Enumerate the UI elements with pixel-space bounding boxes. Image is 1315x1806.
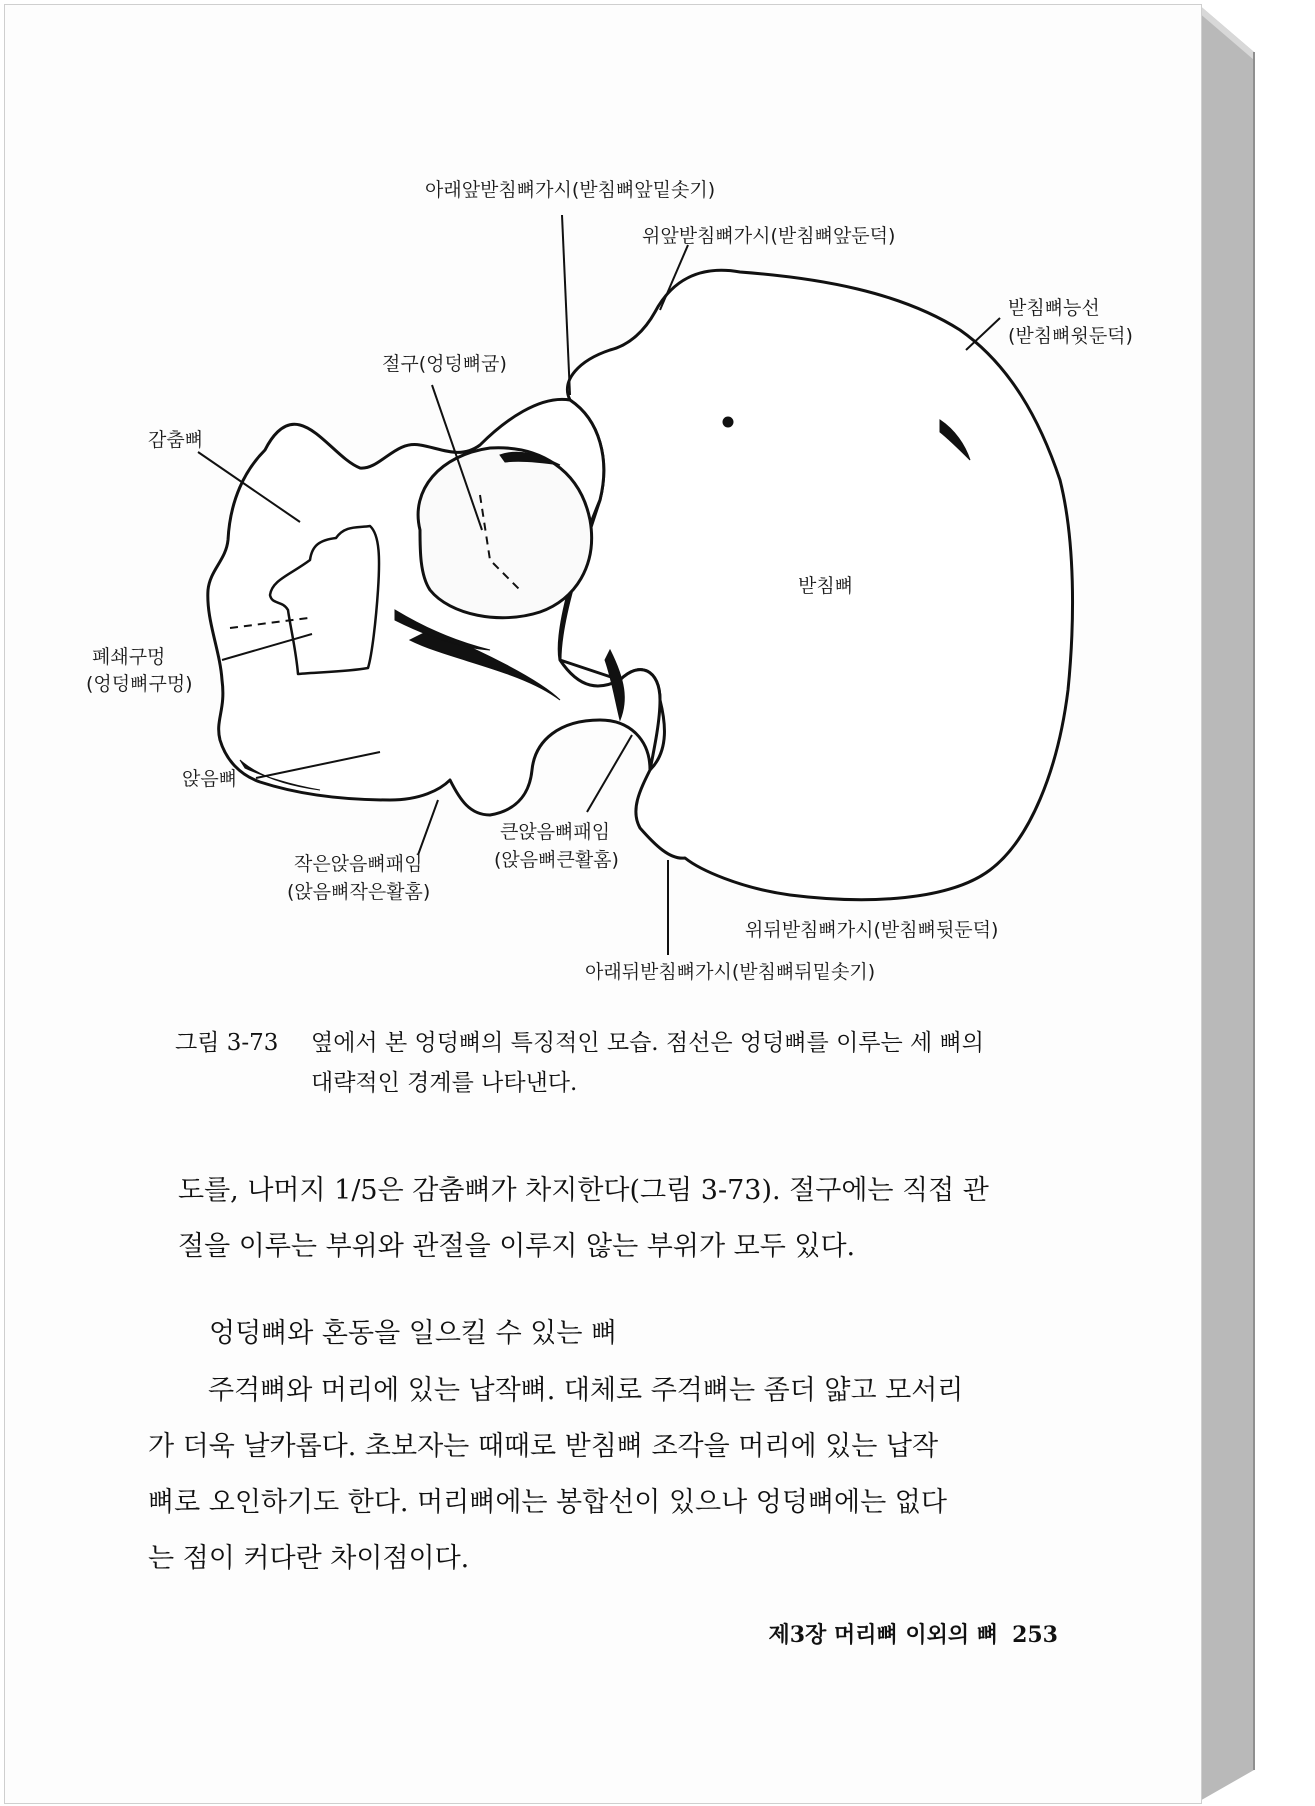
label-acetabulum: 절구(엉덩뼈굼) [382,353,507,375]
body-paragraph-1 [178,1163,1058,1275]
figure-caption-number: 그림 3-73 [175,1030,279,1056]
leader-iliac-crest [966,318,1000,350]
page-footer [640,1620,1058,1650]
body-line: 가 더욱 날카롭다. 초보자는 때때로 받침뼈 조각을 머리에 있는 납작 [148,1431,939,1462]
body-line: 는 점이 커다란 차이점이다. [148,1543,470,1574]
leader-lower-anterior-spine [562,215,570,395]
label-obturator-line2: (엉덩뼈구멍) [86,673,193,695]
label-obturator-line1: 폐쇄구멍 [92,646,166,668]
label-greater-sciatic-line2: (앉음뼈큰활홈) [494,849,619,871]
figure-caption-line: 옆에서 본 엉덩뼈의 특징적인 모습. 점선은 엉덩뼈를 이루는 세 뼈의 [311,1030,984,1056]
label-lower-anterior-iliac-spine: 아래앞받침뼈가시(받침뼈앞밑솟기) [425,179,716,201]
label-ilium: 받침뼈 [798,575,854,597]
figure-caption-line: 대략적인 경계를 나타낸다. [311,1070,578,1096]
leader-greater-sciatic [587,735,632,812]
label-lesser-sciatic-line2: (앉음뼈작은활홈) [287,881,431,903]
label-pubis: 감춤뼈 [148,429,204,451]
body-line: 도를, 나머지 1/5은 감춤뼈가 차지한다(그림 3-73). 절구에는 직접 관 [178,1175,989,1206]
acetabulum-cup [418,448,592,618]
footer-chapter-title: 제3장 머리뼈 이외의 뼈 [768,1622,999,1648]
figure-caption-text [311,1023,1051,1103]
label-greater-sciatic-line1: 큰앉음뼈패임 [500,821,611,843]
label-iliac-crest-line2: (받침뼈윗둔덕) [1008,325,1133,347]
label-upper-posterior-iliac-spine: 위뒤받침뼈가시(받침뼈뒷둔덕) [745,919,999,941]
label-upper-anterior-iliac-spine: 위앞받침뼈가시(받침뼈앞둔덕) [642,225,896,247]
page-number: 253 [1012,1622,1058,1648]
leader-lesser-sciatic [418,800,438,855]
label-lower-posterior-iliac-spine: 아래뒤받침뼈가시(받침뼈뒤밑솟기) [585,961,876,983]
section-heading: 엉덩뼈와 혼동을 일으킬 수 있는 뼈 [209,1318,618,1349]
body-line: 주걱뼈와 머리에 있는 납작뼈. 대체로 주걱뼈는 좀더 얇고 모서리 [208,1375,964,1406]
body-line: 뼈로 오인하기도 한다. 머리뼈에는 봉합선이 있으나 엉덩뼈에는 없다 [148,1487,947,1518]
label-lesser-sciatic-line1: 작은앉음뼈패임 [294,853,423,875]
label-iliac-crest-line1: 받침뼈능선 [1008,297,1100,319]
body-paragraph-2 [148,1363,1058,1587]
speck [723,417,733,427]
body-line: 절을 이루는 부위와 관절을 이루지 않는 부위가 모두 있다. [178,1231,856,1262]
label-ischium: 앉음뼈 [182,768,238,790]
